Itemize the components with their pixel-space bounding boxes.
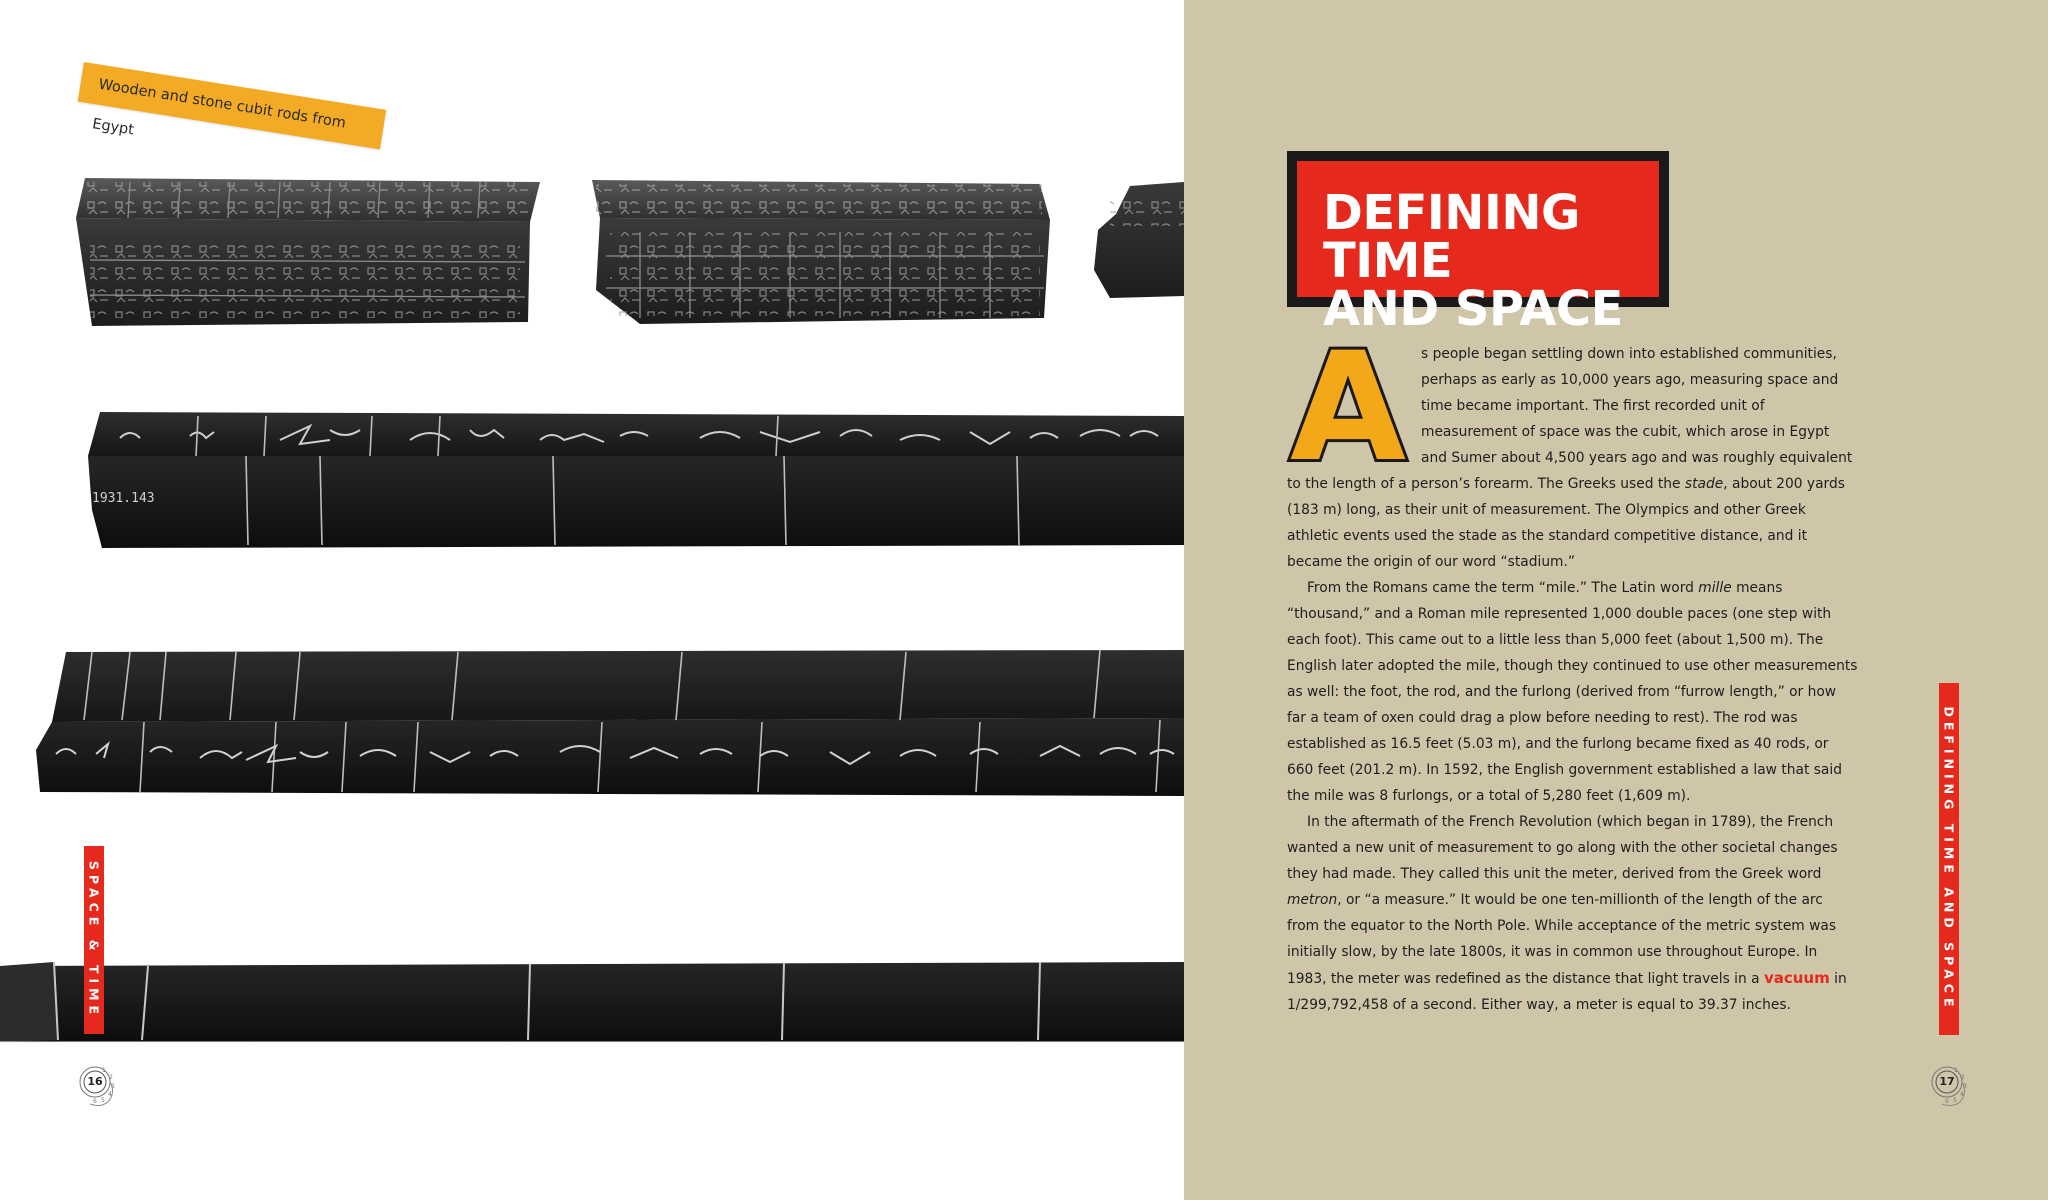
paragraph-3-text-a: In the aftermath of the French Revolution (which began in 1789), the French wanted a new unit of measurement to go along with the other societal changes they had made. They called this unit the meter, derived from the Greek word bbox=[1287, 814, 1838, 882]
badge-digit: 5 bbox=[101, 1097, 105, 1104]
paragraph-1-text-a: s people began settling down into established communities, perhaps as early as 10,000 years ago, measuring space and time became important. The first recorded unit of measurement of space was the cubit, which arose in Egypt and Sumer about 4,500 years ago and was roughly equivalent to the length of a person’s forearm. The Greeks used the bbox=[1287, 346, 1853, 492]
right-page bbox=[1184, 0, 2048, 1200]
title-line-1: DEFINING TIME bbox=[1323, 185, 1580, 289]
term-metron: metron bbox=[1287, 892, 1338, 908]
term-mille: mille bbox=[1698, 580, 1732, 596]
drop-cap bbox=[1283, 341, 1413, 471]
article-body bbox=[1287, 341, 1859, 1018]
section-tab-right-label: DEFINING TIME AND SPACE bbox=[1941, 706, 1957, 1012]
paragraph-2 bbox=[1287, 575, 1859, 809]
section-tab-left bbox=[84, 846, 104, 1034]
paragraph-3 bbox=[1287, 809, 1859, 1018]
badge-digit: 1 bbox=[102, 1067, 106, 1074]
badge-digit: 3 bbox=[1963, 1083, 1967, 1090]
badge-digit: 4 bbox=[1960, 1091, 1964, 1098]
paragraph-2-text-a: From the Romans came the term “mile.” The Latin word bbox=[1307, 580, 1699, 596]
paragraph-1-text-b: , about 200 yards (183 m) long, as their unit of measurement. The Olympics and other Greek athletic events used the stade as the standard competitive distance, and it became the origin of our word “stadium.” bbox=[1287, 476, 1845, 570]
paragraph-3-text-b: , or “a measure.” It would be one ten-millionth of the length of the arc from the equator to the North Pole. While acceptance of the metric system was initially slow, by the late 1800s, it was in common use throughout Europe. In 1983, the meter was redefined as the distance that light travels in a bbox=[1287, 892, 1837, 987]
page-number-badge-right bbox=[1930, 1065, 1970, 1105]
badge-digit: 2 bbox=[109, 1074, 113, 1081]
museum-number-label: 1931.143 bbox=[92, 491, 155, 506]
page-number-left: 16 bbox=[87, 1075, 103, 1088]
drop-cap-letter: A bbox=[1289, 341, 1407, 471]
section-tab-left-label: SPACE & TIME bbox=[86, 860, 102, 1020]
section-tab-right bbox=[1939, 683, 1959, 1035]
title-box bbox=[1287, 151, 1669, 337]
badge-digit: 3 bbox=[111, 1083, 115, 1090]
page-number-badge-left bbox=[78, 1065, 118, 1105]
term-stade: stade bbox=[1684, 476, 1724, 492]
badge-digit: 6 bbox=[93, 1098, 97, 1105]
title-line-2: AND SPACE bbox=[1323, 281, 1623, 337]
badge-digit: 4 bbox=[108, 1091, 112, 1098]
paragraph-2-text-b: means “thousand,” and a Roman mile represented 1,000 double paces (one step with each foot). This came out to a little less than 5,000 feet (about 1,500 m). The English later adopted the mile, though they continued to use other measurements as well: the foot, the rod, and the furlong (derived from “furrow length,” or how far a team of oxen could drag a plow before needing to rest). The rod was established as 16.5 feet (5.03 m), and the furlong became fixed as 40 rods, or 660 feet (201.2 m). In 1592, the English government established a law that said the mile was 8 furlongs, or a total of 5,280 feet (1,609 m). bbox=[1287, 580, 1858, 804]
photo-caption: Wooden and stone cubit rods from Egypt bbox=[91, 76, 348, 139]
paragraph-3-text-c: in 1/299,792,458 of a second. Either way, a meter is equal to 39.37 inches. bbox=[1287, 971, 1847, 1013]
glossary-term-vacuum[interactable]: vacuum bbox=[1763, 969, 1830, 987]
badge-digit: 2 bbox=[1961, 1074, 1965, 1081]
badge-digit: 1 bbox=[1954, 1067, 1958, 1074]
page-number-right: 17 bbox=[1939, 1075, 1955, 1088]
badge-digit: 5 bbox=[1953, 1097, 1957, 1104]
page-title bbox=[1323, 185, 1663, 337]
badge-digit: 6 bbox=[1945, 1098, 1949, 1105]
